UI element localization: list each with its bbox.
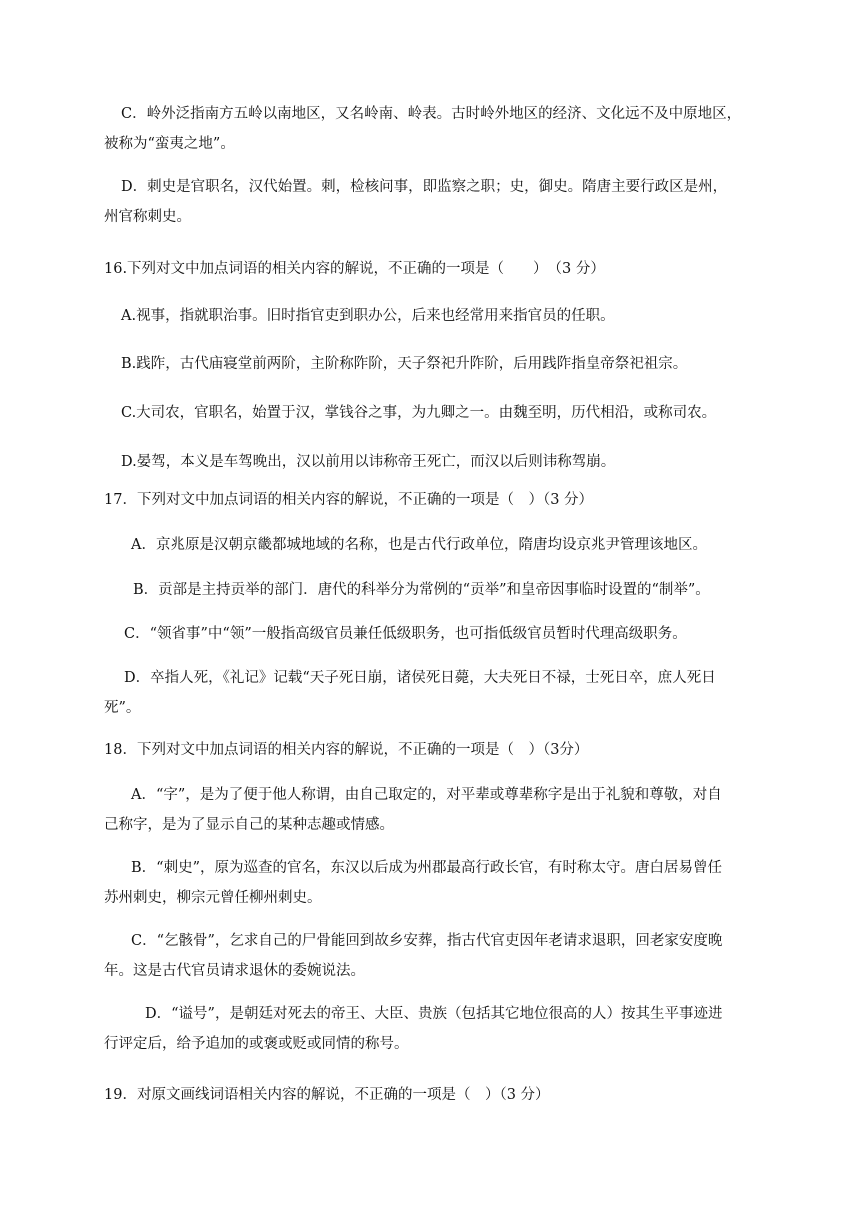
q18-option-b-line-2: 苏州刺史，柳宗元曾任柳州刺史。	[104, 890, 322, 906]
q16-option-c: C.大司农，官职名，始置于汉，掌钱谷之事，为九卿之一。由魏至明，历代相沿，或称司农。	[121, 405, 717, 421]
q17-option-d-line-1: D．卒指人死，《礼记》记载“天子死日崩，诸侯死日薨，大夫死日不禄，士死日卒，庶人死日	[124, 670, 716, 686]
q18-option-a-line-1: A．“字”，是为了便于他人称谓，由自己取定的，对平辈或尊辈称字是出于礼貌和尊敬，对自	[131, 787, 722, 803]
option-c-line-2: 被称为“蛮夷之地”。	[104, 136, 235, 152]
question-19-stem: 19．对原文画线词语相关内容的解说，不正确的一项是（ ）（3 分）	[104, 1087, 550, 1103]
q18-option-c-line-1: C．“乞骸骨”，乞求自己的尸骨能回到故乡安葬，指古代官吏因年老请求退职，回老家安度晚	[131, 933, 723, 949]
q18-option-c-line-2: 年。这是古代官员请求退休的委婉说法。	[104, 963, 365, 979]
q18-option-d-line-1: D．“谥号”，是朝廷对死去的帝王、大臣、贵族（包括其它地位很高的人）按其生平事迹进	[145, 1006, 723, 1022]
question-17-stem: 17．下列对文中加点词语的相关内容的解说，不正确的一项是（ ）（3 分）	[104, 492, 594, 508]
q18-option-b-line-1: B．“刺史”，原为巡查的官名，东汉以后成为州郡最高行政长官，有时称太守。唐白居易曾任	[131, 860, 722, 876]
q17-option-b: B．贡部是主持贡举的部门．唐代的科举分为常例的“贡举”和皇帝因事临时设置的“制举”。	[133, 582, 710, 598]
q16-option-d: D.晏驾，本义是车驾晚出，汉以前用以讳称帝王死亡，而汉以后则讳称驾崩。	[121, 454, 616, 470]
q16-option-b: B.践阼，古代庙寝堂前两阶，主阶称阼阶，天子祭祀升阼阶，后用践阼指皇帝祭祀祖宗。	[121, 356, 688, 372]
q18-option-d-line-2: 行评定后，给予追加的或褒或贬或同情的称号。	[104, 1036, 409, 1052]
option-c-line-1: C．岭外泛指南方五岭以南地区，又名岭南、岭表。古时岭外地区的经济、文化远不及中原地区，	[121, 106, 742, 122]
option-d-line-2: 州官称刺史。	[104, 209, 191, 225]
q18-option-a-line-2: 己称字，是为了显示自己的某种志趣或情感。	[104, 817, 394, 833]
q17-option-d-line-2: 死”。	[104, 700, 141, 716]
question-18-stem: 18．下列对文中加点词语的相关内容的解说，不正确的一项是（ ）（3分）	[104, 742, 589, 758]
q16-option-a: A.视事，指就职治事。旧时指官吏到职办公，后来也经常用来指官员的任职。	[121, 308, 615, 324]
q17-option-a: A．京兆原是汉朝京畿都城地域的名称，也是古代行政单位，隋唐均设京兆尹管理该地区。	[131, 537, 707, 553]
option-d-line-1: D．刺史是官职名，汉代始置。刺，检核问事，即监察之职；史，御史。隋唐主要行政区是州，	[121, 179, 728, 195]
question-16-stem: 16.下列对文中加点词语的相关内容的解说，不正确的一项是（ ） （3 分）	[104, 261, 605, 277]
q17-option-c: C．“领省事”中“领”一般指高级官员兼任低级职务，也可指低级官员暂时代理高级职务。	[124, 626, 687, 642]
